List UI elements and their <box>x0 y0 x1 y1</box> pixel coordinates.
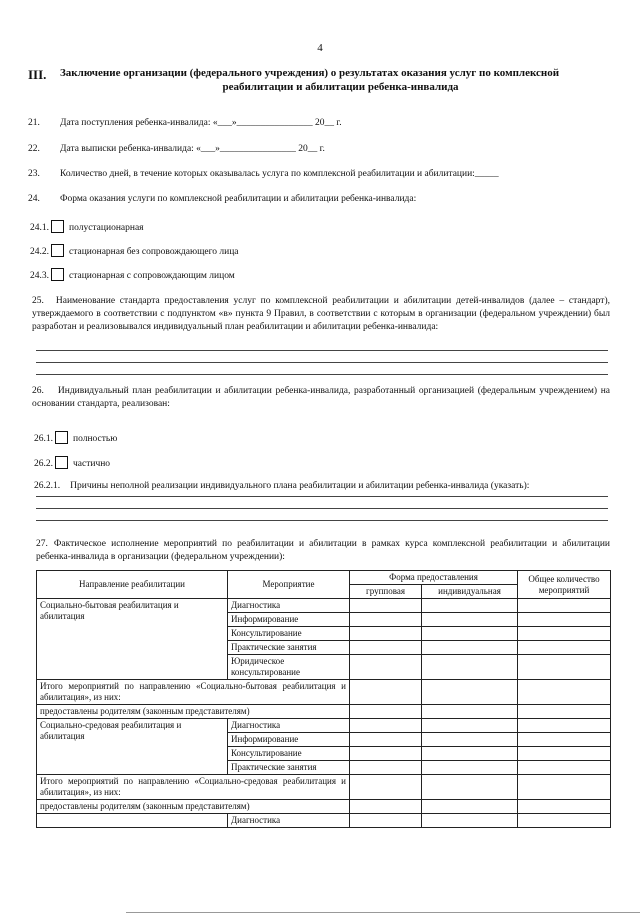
direction-social-household: Социально-бытовая реабилитация и абилитация <box>37 599 228 680</box>
header-group: групповая <box>350 585 422 599</box>
fill-line <box>36 362 608 363</box>
item-21 <box>28 118 342 128</box>
value-cell[interactable] <box>518 641 611 655</box>
option-24-2[interactable] <box>30 244 239 257</box>
item-number: 21. <box>28 118 40 128</box>
header-total: Общее количество мероприятий <box>518 571 611 599</box>
value-cell[interactable] <box>518 680 611 705</box>
value-cell[interactable] <box>518 733 611 747</box>
value-cell[interactable] <box>518 747 611 761</box>
value-cell[interactable] <box>422 747 518 761</box>
section-number: III. <box>28 67 47 82</box>
value-cell[interactable] <box>518 800 611 814</box>
activity-cell: Диагностика <box>228 719 350 733</box>
item-text: Дата выписки ребенка-инвалида: «___»________________ 20__ г. <box>60 144 325 154</box>
fill-line <box>36 508 608 509</box>
header-direction: Направление реабилитации <box>37 571 228 599</box>
option-number: 26.2. <box>34 459 53 469</box>
activity-cell: Юридическое консультирование <box>228 655 350 680</box>
value-cell[interactable] <box>422 814 518 828</box>
item-25 <box>32 295 610 334</box>
value-cell[interactable] <box>350 814 422 828</box>
item-24 <box>28 194 416 204</box>
value-cell[interactable] <box>422 733 518 747</box>
item-text: Форма оказания услуги по комплексной реабилитации и абилитации ребенка-инвалида: <box>60 194 417 204</box>
option-label: полностью <box>73 434 118 444</box>
fill-line <box>36 496 608 497</box>
value-cell[interactable] <box>422 641 518 655</box>
checkbox[interactable] <box>55 431 68 444</box>
item-22 <box>28 144 325 154</box>
header-individual: индивидуальная <box>422 585 518 599</box>
value-cell[interactable] <box>422 775 518 800</box>
direction-cell-empty <box>37 814 228 828</box>
value-cell[interactable] <box>518 599 611 613</box>
item-number: 27. <box>36 539 48 549</box>
header-form: Форма предоставления <box>350 571 518 585</box>
value-cell[interactable] <box>518 613 611 627</box>
value-cell[interactable] <box>350 680 422 705</box>
item-number: 22. <box>28 144 40 154</box>
value-cell[interactable] <box>350 655 422 680</box>
value-cell[interactable] <box>518 761 611 775</box>
option-26-2[interactable] <box>34 456 110 469</box>
parents-social-environment: предоставлены родителям (законным представителям) <box>37 800 350 814</box>
checkbox[interactable] <box>55 456 68 469</box>
fill-line <box>36 374 608 375</box>
activity-cell: Диагностика <box>228 599 350 613</box>
section-heading <box>28 66 613 94</box>
value-cell[interactable] <box>518 814 611 828</box>
value-cell[interactable] <box>518 705 611 719</box>
option-26-1[interactable] <box>34 431 117 444</box>
item-text: Дата поступления ребенка-инвалида: «___»________________ 20__ г. <box>60 118 342 128</box>
option-number: 24.2. <box>30 247 49 257</box>
value-cell[interactable] <box>350 733 422 747</box>
item-26 <box>32 385 610 411</box>
value-cell[interactable] <box>518 627 611 641</box>
value-cell[interactable] <box>518 655 611 680</box>
total-social-environment: Итого мероприятий по направлению «Социально-средовая реабилитация и абилитация», из них: <box>37 775 350 800</box>
item-text: Причины неполной реализации индивидуального плана реабилитации и абилитации ребенка-инвалида (указать): <box>70 481 530 491</box>
total-social-household: Итого мероприятий по направлению «Социально-бытовая реабилитация и абилитация», из них: <box>37 680 350 705</box>
fill-line <box>36 350 608 351</box>
item-26-2-1 <box>34 480 610 493</box>
page-edge-line <box>126 912 640 913</box>
option-24-3[interactable] <box>30 268 235 281</box>
checkbox[interactable] <box>51 244 64 257</box>
option-label: стационарная без сопровождающего лица <box>69 247 239 257</box>
item-number: 24. <box>28 194 40 204</box>
option-number: 26.1. <box>34 434 53 444</box>
value-cell[interactable] <box>422 680 518 705</box>
value-cell[interactable] <box>518 775 611 800</box>
value-cell[interactable] <box>422 627 518 641</box>
item-23 <box>28 169 499 179</box>
item-text: Количество дней, в течение которых оказывалась услуга по комплексной реабилитации и абилитации:_____ <box>60 169 499 179</box>
value-cell[interactable] <box>422 613 518 627</box>
option-24-1[interactable] <box>30 220 144 233</box>
value-cell[interactable] <box>422 705 518 719</box>
option-label: полустационарная <box>69 223 144 233</box>
item-number: 23. <box>28 169 40 179</box>
activity-cell: Диагностика <box>228 814 350 828</box>
item-text: Фактическое исполнение мероприятий по реабилитации и абилитации в рамках курса комплексной реабилитации и абилитации ребенка-инвалида в организации (федеральном учреждении): <box>36 539 610 562</box>
value-cell[interactable] <box>350 761 422 775</box>
section-title-line2: реабилитации и абилитации ребенка-инвалида <box>222 81 459 93</box>
option-number: 24.3. <box>30 271 49 281</box>
item-text: Индивидуальный план реабилитации и абилитации ребенка-инвалида, разработанный организацией (федеральным учреждением) на основании стандарта, реализован: <box>32 386 610 409</box>
activity-cell: Консультирование <box>228 627 350 641</box>
header-activity: Мероприятие <box>228 571 350 599</box>
checkbox[interactable] <box>51 268 64 281</box>
activity-cell: Практические занятия <box>228 761 350 775</box>
activity-cell: Информирование <box>228 613 350 627</box>
value-cell[interactable] <box>350 747 422 761</box>
value-cell[interactable] <box>422 761 518 775</box>
option-label: частично <box>73 459 111 469</box>
checkbox[interactable] <box>51 220 64 233</box>
value-cell[interactable] <box>350 627 422 641</box>
value-cell[interactable] <box>422 599 518 613</box>
value-cell[interactable] <box>350 705 422 719</box>
item-number: 26. <box>32 386 44 396</box>
value-cell[interactable] <box>422 800 518 814</box>
value-cell[interactable] <box>350 641 422 655</box>
option-number: 24.1. <box>30 223 49 233</box>
item-text: Наименование стандарта предоставления услуг по комплексной реабилитации и абилитации детей-инвалидов (далее – стандарт), утверждаемого в соответствии с подпунктом «в» пункта 9 Правил, в соответствии с которым в организации (федеральном учреждении) был разработан и реализовывался индивидуальный план реабилитации и абилитации ребенка-инвалида: <box>32 296 610 332</box>
value-cell[interactable] <box>422 655 518 680</box>
item-number: 25. <box>32 296 44 306</box>
activity-cell: Информирование <box>228 733 350 747</box>
value-cell[interactable] <box>422 719 518 733</box>
fill-line <box>36 520 608 521</box>
direction-social-environment: Социально-средовая реабилитация и абилитация <box>37 719 228 775</box>
value-cell[interactable] <box>350 719 422 733</box>
value-cell[interactable] <box>350 775 422 800</box>
page-number: 4 <box>317 42 323 54</box>
value-cell[interactable] <box>350 800 422 814</box>
activity-cell: Практические занятия <box>228 641 350 655</box>
activity-cell: Консультирование <box>228 747 350 761</box>
item-number: 26.2.1. <box>34 481 61 491</box>
activities-table <box>36 570 611 828</box>
value-cell[interactable] <box>518 719 611 733</box>
value-cell[interactable] <box>350 599 422 613</box>
section-title-line1: Заключение организации (федерального учреждения) о результатах оказания услуг по комплексной <box>60 67 560 79</box>
parents-social-household: предоставлены родителям (законным представителям) <box>37 705 350 719</box>
option-label: стационарная с сопровождающим лицом <box>69 271 235 281</box>
value-cell[interactable] <box>350 613 422 627</box>
item-27 <box>36 538 610 564</box>
